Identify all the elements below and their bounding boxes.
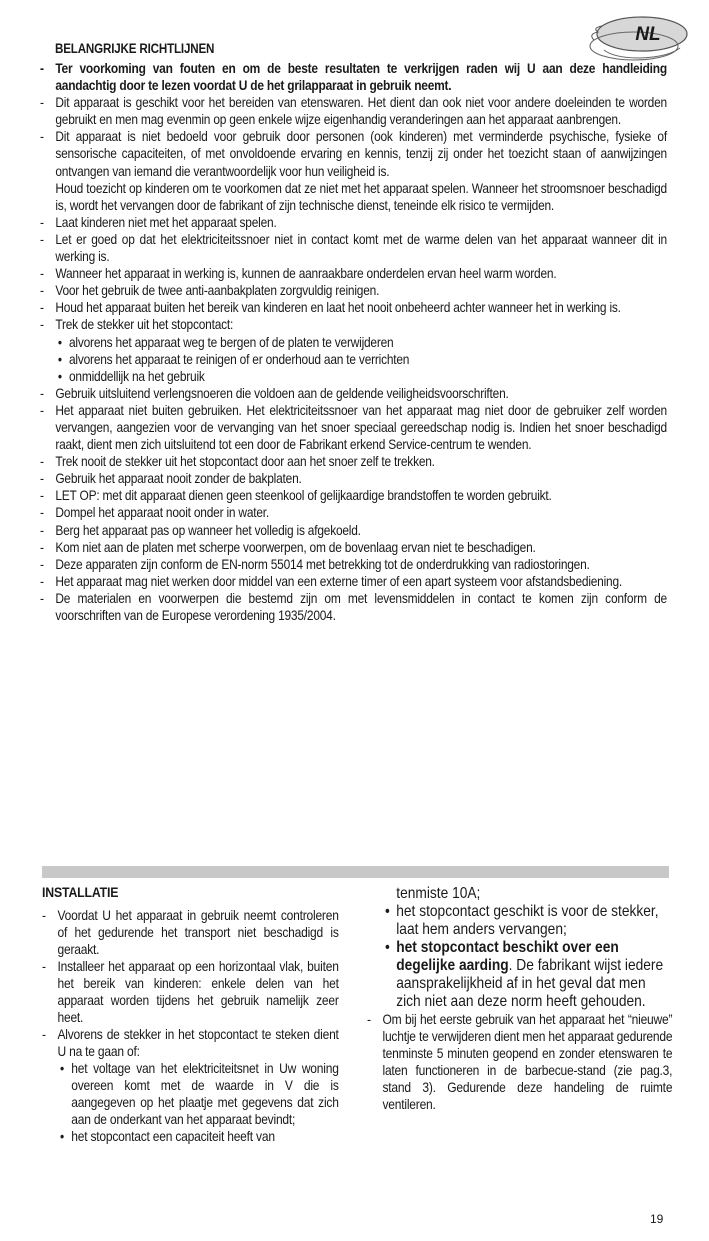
bullet-item — [382, 903, 672, 939]
page-number: 19 — [650, 1212, 664, 1226]
bullet-item — [382, 885, 672, 903]
guideline-text: - Het apparaat mag niet werken door middel van een externe timer of een apart systeem voor afstandsbediening. — [55, 572, 623, 589]
guideline-text: - Trek nooit de stekker uit het stopcontact door aan het snoer zelf te trekken. — [55, 453, 435, 470]
guideline-text: - Laat kinderen niet met het apparaat spelen. — [55, 213, 277, 230]
list-item — [40, 504, 667, 521]
list-item — [40, 470, 667, 487]
guidelines-section — [40, 60, 667, 624]
list-item — [40, 522, 667, 539]
list-item — [40, 539, 667, 556]
guideline-text: - Het apparaat niet buiten gebruiken. Het elektriciteitssnoer van het apparaat mag niet door de gebruiker zelf worden vervangen, aangezien voor de vervanging van het snoer speciaal gereedschap nodig is. Indien het snoer beschadigd raakt, dient men zich uitsluitend tot een door de Fabrikant erkend Service-centrum te wenden. — [55, 401, 667, 453]
guideline-text: - Let er goed op dat het elektriciteitssnoer niet in contact komt met de warme delen van het apparaat wanneer dit in werking is. — [55, 230, 667, 265]
list-item — [40, 282, 667, 299]
guideline-extra-text: Houd toezicht op kinderen om te voorkomen dat ze niet met het apparaat spelen. Wanneer het stroomsnoer beschadigd is, wordt het vervangen door de fabrikant of zijn technische dienst, teneinde elk risico te vermijden. — [55, 179, 667, 213]
guidelines-list — [40, 60, 667, 624]
list-item — [42, 1026, 339, 1145]
guidelines-title: BELANGRIJKE RICHTLIJNEN — [55, 41, 215, 56]
guideline-text: - Dit apparaat is niet bedoeld voor gebruik door personen (ook kinderen) met verminderde psychische, fysieke of sensorische capaciteiten, of met onvoldoende ervaring en kennis, tenzij zij onder het toezicht staan of aanwijzingen ontvangen van iemand die verantwoordelijk voor hun veiligheid is. — [55, 128, 667, 179]
bullet-item — [57, 1128, 338, 1145]
guideline-text: - Gebruik het apparaat nooit zonder de bakplaten. — [55, 470, 302, 487]
guideline-text: - Ter voorkoming van fouten en om de beste resultaten te verkrijgen raden wij U aan deze handleiding aandachtig door te lezen voordat U de het grilapparaat in gebruik neemt. — [55, 60, 667, 94]
guideline-text: - Kom niet aan de platen met scherpe voorwerpen, om de bovenlaag ervan niet te beschadigen. — [55, 538, 536, 555]
guideline-text: - Deze apparaten zijn conform de EN-norm 55014 met betrekking tot de onderdrukking van radiostoringen. — [55, 555, 590, 572]
installation-list — [42, 907, 339, 1145]
guideline-text: - Trek de stekker uit het stopcontact: — [55, 316, 234, 333]
bullet-list — [55, 334, 667, 385]
install-item-3: - Alvorens de stekker in het stopcontact te steken dient U na te gaan of: — [57, 1026, 339, 1059]
installation-continuation — [367, 885, 672, 1011]
list-item — [40, 214, 667, 231]
bullet-item: • onmiddellijk na het gebruik — [55, 368, 667, 385]
list-item — [40, 316, 667, 384]
installation-right-column — [367, 885, 672, 1113]
guideline-text: - Voor het gebruik de twee anti-aanbakplaten zorgvuldig reinigen. — [55, 282, 380, 299]
list-item — [40, 231, 667, 265]
list-item — [40, 556, 667, 573]
list-item — [40, 590, 667, 624]
guideline-text: - Dit apparaat is geschikt voor het bereiden van etenswaren. Het dient dan ook niet voor andere doeleinden te worden gebruikt en men mag evenmin op geen enkele wijze eigenhandig veranderingen aan het apparaat aanbrengen. — [55, 94, 667, 128]
list-item — [40, 265, 667, 282]
section-divider — [42, 866, 669, 878]
list-item — [40, 60, 667, 94]
install-item-1: Voordat U het apparaat in gebruik neemt controleren of het gedurende het transport niet beschadigd is geraakt. — [57, 907, 339, 957]
guideline-text: - Gebruik uitsluitend verlengsnoeren die voldoen aan de geldende veiligheidsvoorschriften. — [55, 384, 509, 401]
check-voltage: het voltage van het elektriciteitsnet in Uw woning overeen komt met de waarde in V die is aangegeven op het plaatje met gegevens dat zich aan de onderkant van het apparaat bevindt; — [71, 1060, 339, 1127]
installation-title: INSTALLATIE — [42, 884, 119, 900]
guideline-text: - Houd het apparaat buiten het bereik van kinderen en laat het nooit onbeheerd achter wanneer het in werking is. — [55, 299, 621, 316]
bullet-item — [57, 1060, 338, 1128]
bullet-item: • alvorens het apparaat weg te bergen of de platen te verwijderen — [55, 334, 667, 351]
language-badge — [584, 10, 692, 66]
install-item-2: Installeer het apparaat op een horizontaal vlak, buiten het bereik van kinderen: enkele delen van het apparaat worden tijdens het gebruik namelijk zeer heet. — [57, 958, 339, 1025]
nl-plate-icon — [584, 10, 692, 66]
list-item — [42, 958, 339, 1026]
list-item — [367, 1011, 672, 1113]
installation-left-column — [42, 907, 339, 1145]
check-earthing: het stopcontact beschikt over een degelijke aarding — [396, 939, 619, 974]
bullet-item: • alvorens het apparaat te reinigen of er onderhoud aan te verrichten — [55, 351, 667, 368]
liability-note: . De fabrikant wijst iedere aansprakelijkheid af in het geval dat men zich niet aan deze norm heeft gehouden. — [396, 957, 664, 1010]
guideline-text: - Dompel het apparaat nooit onder in water. — [55, 504, 270, 521]
guideline-text: - LET OP: met dit apparaat dienen geen steenkool of gelijkaardige brandstoffen te worden gebruikt. — [55, 487, 552, 504]
check-capacity-continued: tenmiste 10A; — [396, 885, 481, 902]
bullet-item — [382, 939, 672, 1011]
installation-list-continued — [367, 1011, 672, 1113]
list-item — [42, 907, 339, 958]
check-socket: het stopcontact geschikt is voor de stekker, laat hem anders vervangen; — [396, 903, 659, 938]
language-code: NL — [635, 24, 661, 45]
guideline-text: - De materialen en voorwerpen die bestemd zijn om met levensmiddelen in contact te komen zijn conform de voorschriften van de Europese verordening 1935/2004. — [55, 589, 667, 623]
check-bullets — [57, 1060, 338, 1145]
list-item — [40, 94, 667, 128]
check-capacity: het stopcontact een capaciteit heeft van — [71, 1128, 275, 1144]
list-item — [40, 402, 667, 453]
list-item — [40, 573, 667, 590]
list-item — [40, 128, 667, 213]
install-item-4: Om bij het eerste gebruik van het apparaat het “nieuwe” luchtje te verwijderen dient men het apparaat gedurende tenminste 5 minuten geopend en zonder etenswaren te laten functioneren in de barbecue-stand (zie pag.3, stand 3). Gedurende deze handeling de ruimte ventileren. — [382, 1011, 673, 1112]
check-bullets-continued — [382, 885, 672, 1011]
guideline-text: - Berg het apparaat pas op wanneer het volledig is afgekoeld. — [55, 521, 361, 538]
list-item — [40, 385, 667, 402]
list-item — [40, 299, 667, 316]
list-item — [40, 487, 667, 504]
list-item — [40, 453, 667, 470]
guideline-text: - Wanneer het apparaat in werking is, kunnen de aanraakbare onderdelen ervan heel warm worden. — [55, 265, 557, 282]
